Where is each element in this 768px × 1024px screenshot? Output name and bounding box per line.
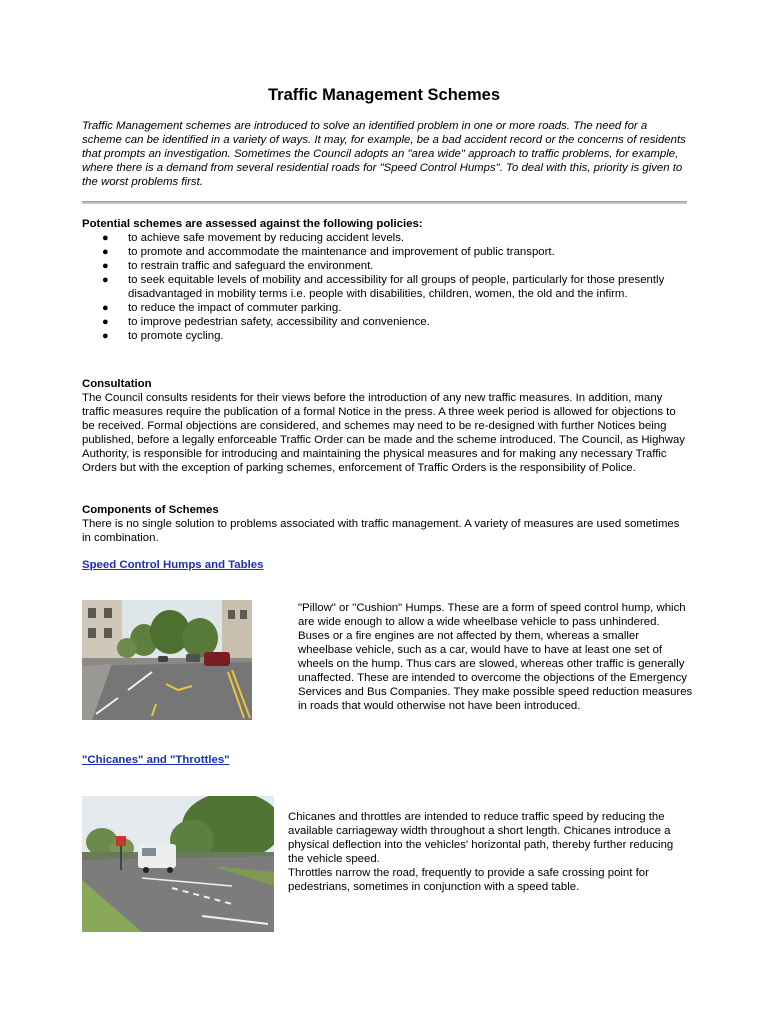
list-item: ● to promote cycling. [102,330,224,342]
consultation-section [82,377,688,475]
bullet-icon: ● [102,316,109,328]
horizontal-divider [82,201,687,204]
consultation-heading: Consultation [82,378,152,390]
speed-humps-link[interactable]: Speed Control Humps and Tables [82,559,264,571]
bullet-icon: ● [102,302,109,314]
list-item: ● to promote and accommodate the maintenance and improvement of public transport. [102,246,555,258]
bullet-icon: ● [102,260,109,272]
components-body: There is no single solution to problems associated with traffic management. A variety of measures are used sometimes in combination. [82,518,680,544]
speed-hump-street-photo [82,600,252,720]
chicane-road-photo [82,796,274,932]
list-item: ● to reduce the impact of commuter parking. [102,302,342,314]
bullet-icon: ● [102,274,109,286]
throttles-paragraph: Throttles narrow the road, frequently to provide a safe crossing point for pedestrians, sometimes in conjunction with a speed table. [288,867,649,893]
bullet-icon: ● [102,246,109,258]
chicanes-description [288,810,688,894]
chicanes-paragraph: Chicanes and throttles are intended to reduce traffic speed by reducing the available carriageway width throughout a short length. Chicanes introduce a physical deflection into the vehicles' horizontal path, thereby further reducing the vehicle speed. [288,811,674,865]
list-item: ● to restrain traffic and safeguard the environment. [102,260,374,272]
components-heading: Components of Schemes [82,504,219,516]
list-item: ● to improve pedestrian safety, accessibility and convenience. [102,316,430,328]
list-item: ● to seek equitable levels of mobility and accessibility for all groups of people, particularly for those presently disadvantaged in mobility terms i.e. people with disabilities, children, women, the old and the infirm. [102,274,665,300]
chicanes-throttles-link[interactable]: "Chicanes" and "Throttles" [82,754,230,766]
consultation-body: The Council consults residents for their views before the introduction of any new traffic measures. In addition, many traffic measures require the publication of a formal Notice in the press. A three week period is allowed for objections to be received. Formal objections are considered, and schemes may need to be re-designed with further Notices being published, before a legally enforceable Traffic Order can be made and the scheme introduced. The Council, as Highway Authority, is responsible for introducing and maintaining the physical measures and for making any necessary Traffic Orders but with the exception of parking schemes, enforcement of Traffic Orders is the responsibility of Police. [82,392,686,474]
policies-heading: Potential schemes are assessed against the following policies: [82,218,423,230]
policies-list [82,231,688,343]
bullet-icon: ● [102,232,109,244]
policies-section [82,217,688,343]
list-item: ● to achieve safe movement by reducing accident levels. [102,232,405,244]
street-photo-illustration [82,600,252,720]
components-section [82,503,688,545]
humps-description: "Pillow" or "Cushion" Humps. These are a form of speed control hump, which are wide enough to allow a wide wheelbase vehicle to pass unhindered. Buses or a fire engines are not affected by them, whereas a smaller wheelbase vehicle, such as a car, would have to have at least one set of wheels on the hump. Thus cars are slowed, whereas other traffic is generally unaffected. These are intended to overcome the objections of the Emergency Services and Bus Companies. They make possible speed reduction measures in roads that would otherwise not have been introduced. [298,602,693,712]
intro-paragraph: Traffic Management schemes are introduced to solve an identified problem in one or more roads. The need for a scheme can be identified in a variety of ways. It may, for example, be a bad accident record or the concerns of residents that prompts an investigation. Sometimes the Council adopts an "area wide" approach to traffic problems, for example, where there is a demand from several residential roads for "Speed Control Humps". To deal with this, priority is given to the worst problems first. [82,120,686,188]
page-title: Traffic Management Schemes [268,86,500,104]
bullet-icon: ● [102,330,109,342]
road-photo-illustration [82,796,274,932]
